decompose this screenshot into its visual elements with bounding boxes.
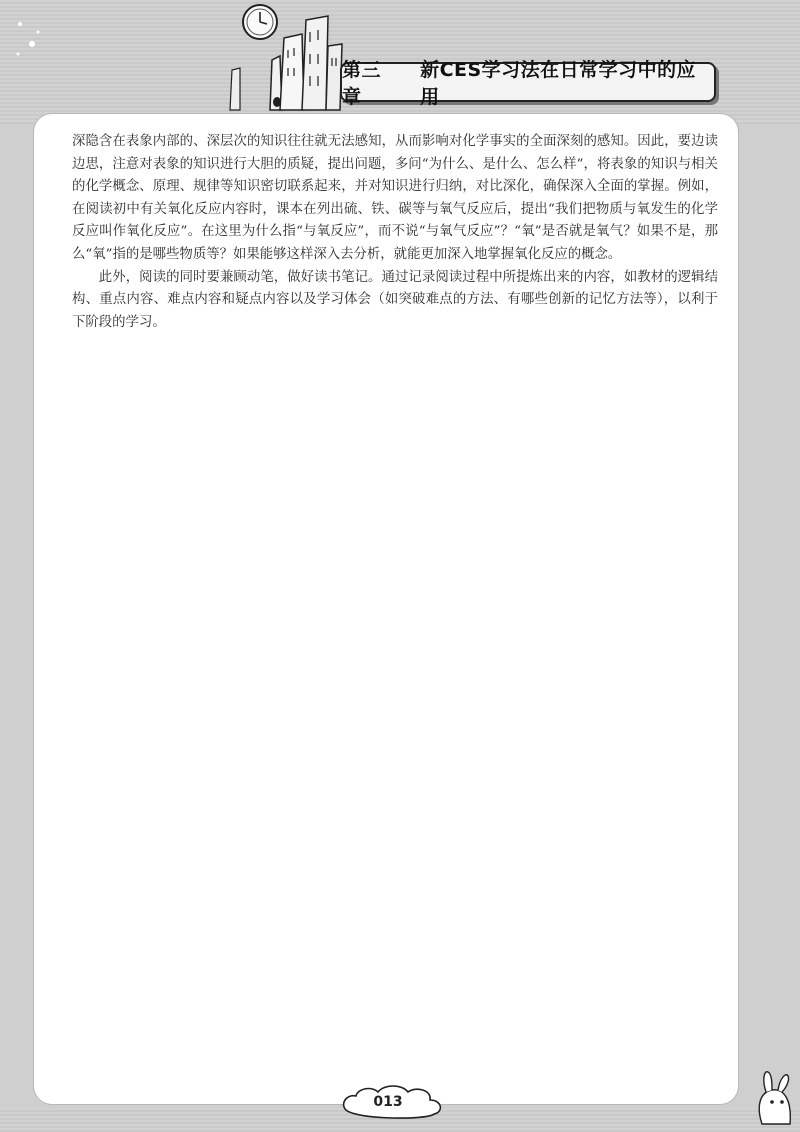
bunny-icon (742, 1066, 800, 1126)
city-clock-illustration (210, 0, 360, 112)
paragraph: 深隐含在表象内部的、深层次的知识往往就无法感知，从而影响对化学事实的全面深刻的感知。因此，要边读边思，注意对表象的知识进行大胆的质疑，提出问题，多问“为什么、是什么、怎么样”，将表象的知识与相关的化学概念、原理、规律等知识密切联系起来，并对知识进行归纳，对比深化，确保深入全面的掌握。例如，在阅读初中有关氧化反应内容时，课本在列出硫、铁、碳等与氧气反应后，提出“我们把物质与氧发生的化学反应叫作氧化反应”。在这里为什么指“与氧反应”，而不说“与氧气反应”？“氧”是否就是氧气？如果不是，那么“氧”指的是哪些物质等？如果能够这样深入去分析，就能更加深入地掌握氧化反应的概念。 (72, 134, 718, 262)
chapter-title (340, 59, 716, 108)
paragraph: 此外，阅读的同时要兼顾动笔，做好读书笔记。通过记录阅读过程中所提炼出来的内容，如教材的逻辑结构、重点内容、难点内容和疑点内容以及学习体会（如突破难点的方法、有哪些创新的记忆方法等），以利于下阶段的学习。 (72, 269, 718, 330)
chapter-label: 第三章 (342, 59, 382, 108)
decorative-dots (8, 10, 68, 70)
chapter-name: 新CES学习法在日常学习中的应用 (420, 59, 697, 108)
body-text (72, 131, 718, 334)
page-number: 013 (373, 1094, 403, 1110)
